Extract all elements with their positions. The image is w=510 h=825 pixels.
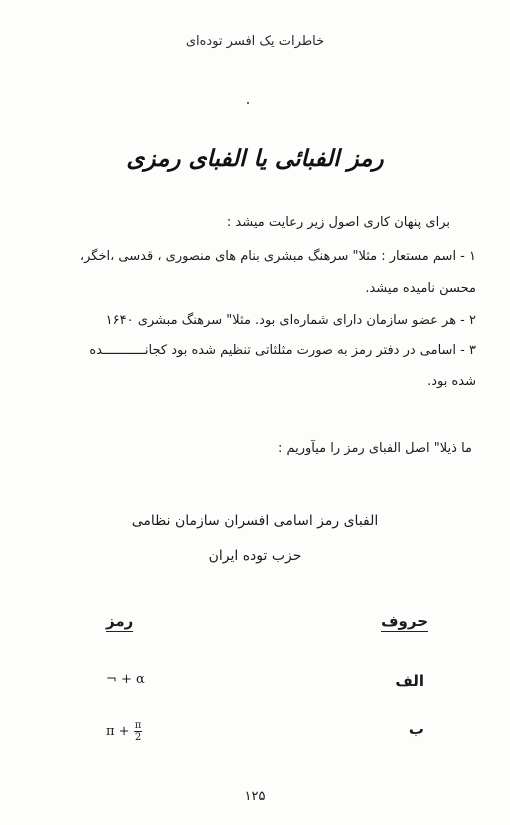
letters-header-label: حروف [381, 612, 428, 630]
list-item-2: ۲ - هر عضو سازمان دارای شماره‌ای بود. مثلا" سرهنگ مبشری ۱۶۴۰ [105, 313, 476, 328]
table-row-1-code: ¬ + α [106, 672, 145, 687]
fraction-denominator: 2 [134, 732, 142, 743]
running-header: خاطرات یک افسر توده‌ای [185, 34, 325, 49]
code-fraction [134, 720, 143, 743]
codes-column-header [106, 612, 133, 630]
section-title: رمز الفبائی یا الفبای رمزی [126, 145, 384, 172]
table-row-2-letter: ب [408, 720, 424, 738]
code-main: π + [106, 724, 130, 739]
lead-sentence: ما ذیلا" اصل الفبای رمز را میآوریم : [277, 441, 472, 456]
table-row-1-letter: الف [395, 672, 424, 690]
list-item-3-line-1: ۳ - اسامی در دفتر رمز به صورت مثلثاتی تنظیم شده بود کجانـــــــــــده [89, 343, 476, 358]
intro-paragraph: برای پنهان کاری اصول زیر رعایت میشد : [226, 215, 450, 230]
fraction-numerator: π [134, 720, 142, 731]
table-heading-line-2: حزب توده ایران [208, 548, 302, 564]
list-item-3-line-2: شده بود. [427, 374, 476, 389]
page-number: ۱۲۵ [244, 789, 266, 804]
letters-column-header [381, 612, 428, 630]
table-row-2-code [106, 720, 142, 743]
list-item-1-line-2: محسن نامیده میشد. [365, 281, 476, 296]
list-item-1-line-1: ۱ - اسم مستعار : مثلا" سرهنگ مبشری بنام های منصوری ، قدسی ،اخگر، [79, 249, 476, 264]
table-heading-line-1: الفبای رمز اسامی افسران سازمان نظامی [131, 513, 379, 529]
decorative-dot [247, 102, 249, 104]
codes-header-label: رمز [106, 612, 134, 630]
